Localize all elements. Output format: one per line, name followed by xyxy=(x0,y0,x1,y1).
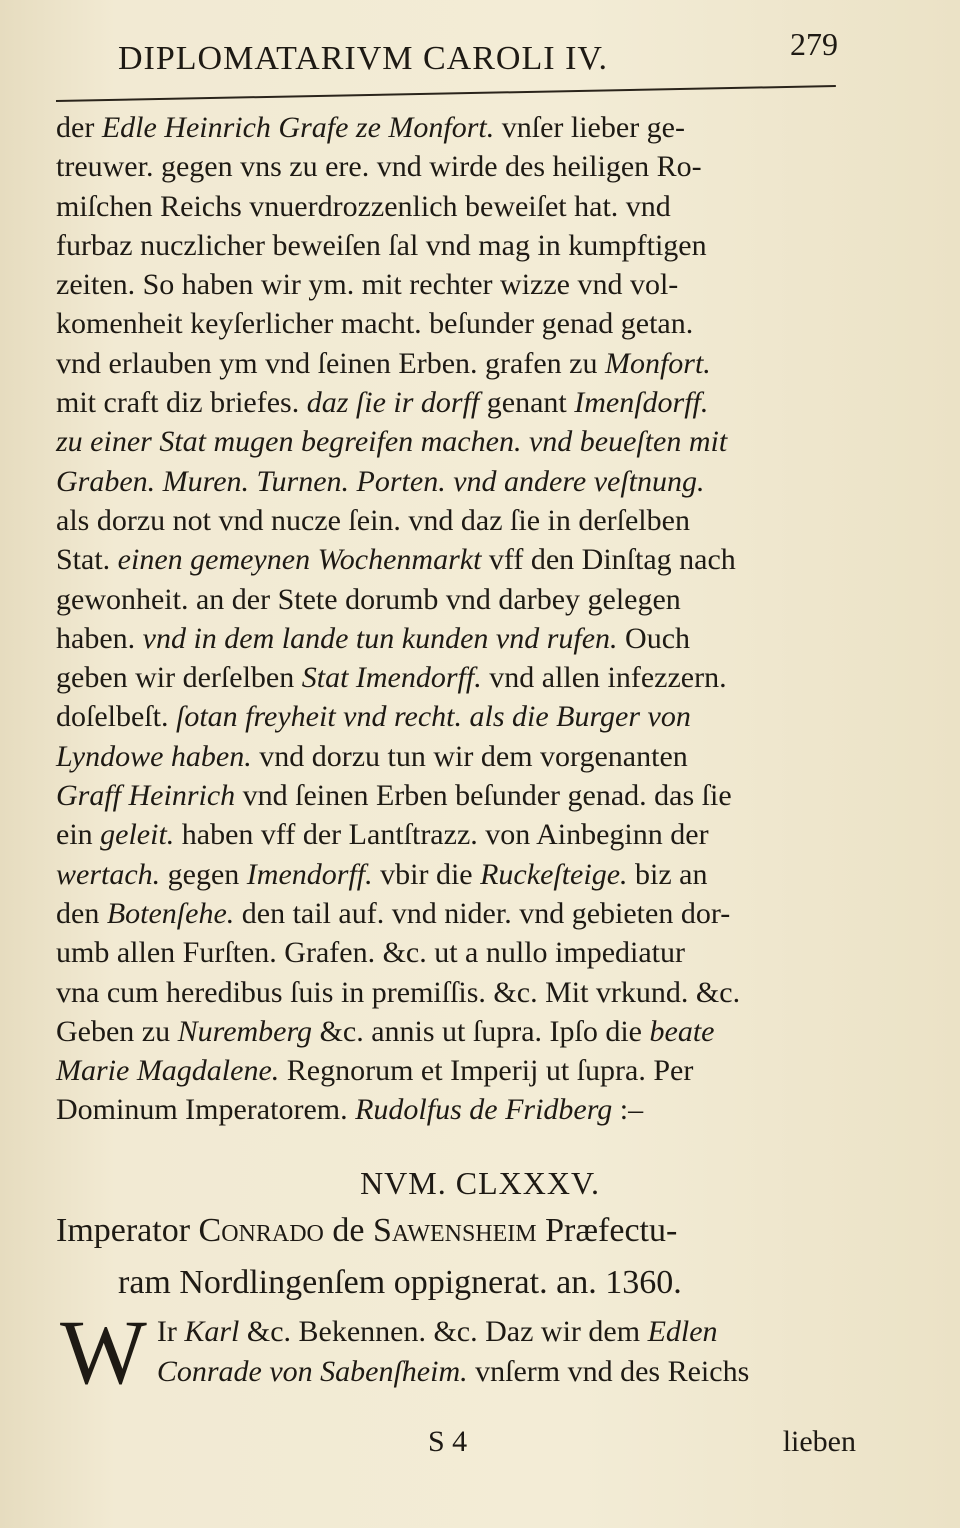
text-run: miſchen Reichs vnuerdrozzenlich beweiſet hat. vnd xyxy=(56,189,671,223)
catchword: lieben xyxy=(782,1425,856,1458)
text-run: Geben zu xyxy=(56,1014,178,1048)
text-run: geben wir derſelben xyxy=(56,661,302,695)
text-run: :– xyxy=(612,1093,644,1127)
opening-part: vnſerm vnd des Reichs xyxy=(467,1355,750,1388)
page-header xyxy=(118,18,848,88)
text-run: furbaz nuczlicher beweiſen ſal vnd mag in kumpftigen xyxy=(56,228,707,262)
opening-line-1 xyxy=(56,1312,856,1352)
section-number: NVM. CLXXXV. xyxy=(360,1165,600,1201)
text-run: vbir die xyxy=(372,857,481,891)
opening-part-italic: Conrade von Sabenſheim. xyxy=(156,1355,468,1388)
text-line xyxy=(56,658,856,697)
italic-run: Imendorff. xyxy=(246,857,373,891)
text-line xyxy=(56,580,856,619)
italic-run: Stat Imendorff. xyxy=(301,661,482,695)
text-line xyxy=(56,815,856,854)
text-line xyxy=(56,422,856,461)
text-run: vna cum heredibus ſuis in premiſſis. &c. Mit vrkund. &c. xyxy=(56,975,741,1009)
italic-run: Edle Heinrich Grafe ze Monfort. xyxy=(101,111,495,144)
text-run: umb allen Furſten. Grafen. &c. ut a nullo impediatur xyxy=(56,936,686,970)
text-run: Ouch xyxy=(617,621,691,655)
text-line xyxy=(56,697,856,736)
opening-line-2 xyxy=(56,1352,856,1392)
italic-run: beate xyxy=(649,1014,715,1048)
page-number: 279 xyxy=(790,26,838,62)
opening-part: &c. Bekennen. &c. Daz wir dem xyxy=(239,1315,648,1348)
text-line xyxy=(56,226,856,265)
italic-run: vnd in dem lande tun kunden vnd rufen. xyxy=(142,621,618,655)
text-line xyxy=(56,383,856,422)
text-line xyxy=(56,855,856,894)
heading-part: Imperator xyxy=(56,1212,199,1249)
heading-name-sawensheim: Sawensheim xyxy=(373,1212,537,1249)
text-line xyxy=(56,894,856,933)
text-line xyxy=(56,187,856,226)
text-line xyxy=(56,1090,856,1129)
text-line xyxy=(56,147,856,186)
text-run: haben vff der Lantſtrazz. von Ainbeginn der xyxy=(174,818,709,852)
text-line xyxy=(56,462,856,501)
text-run: vnſer lieber ge- xyxy=(494,111,685,144)
italic-run: Marie Magdalene. xyxy=(56,1054,280,1088)
opening-part-italic: Karl xyxy=(184,1315,240,1348)
document-heading xyxy=(56,1205,856,1309)
heading-line-1 xyxy=(56,1205,856,1257)
text-run: &c. annis ut ſupra. Ipſo die xyxy=(312,1014,650,1048)
heading-part: de xyxy=(323,1212,373,1249)
text-line xyxy=(56,776,856,815)
text-run: biz an xyxy=(627,857,708,891)
text-run: vff den Dinſtag nach xyxy=(481,543,736,577)
italic-run: einen gemeynen Wochenmarkt xyxy=(117,543,482,577)
text-line xyxy=(56,619,856,658)
text-run: Stat. xyxy=(56,543,118,577)
heading-line-2: ram Nordlingenſem oppignerat. an. 1360. xyxy=(118,1264,682,1301)
text-run: vnd ſeinen Erben beſunder genad. das ſie xyxy=(235,779,732,813)
text-line xyxy=(56,973,856,1012)
text-line xyxy=(56,1012,856,1051)
signature-mark: S 4 xyxy=(428,1425,468,1458)
italic-run: Imenſdorff. xyxy=(574,386,709,420)
text-run: genant xyxy=(479,386,575,420)
italic-run: daz ſie ir dorff xyxy=(306,386,480,420)
text-run: komenheit keyſerlicher macht. beſunder genad getan. xyxy=(56,307,694,341)
italic-run: Lyndowe haben. xyxy=(56,739,252,773)
opening-part-italic: Edlen xyxy=(647,1315,718,1348)
italic-run: zu einer Stat mugen begreifen machen. vnd beueſten mit xyxy=(56,425,728,459)
italic-run: Graben. Muren. Turnen. Porten. vnd andere veſtnung. xyxy=(56,464,705,498)
text-line xyxy=(56,108,856,147)
italic-run: ſotan freyheit vnd recht. als die Burger von xyxy=(175,700,691,734)
text-run: haben. xyxy=(56,621,143,655)
drop-cap: W xyxy=(60,1301,147,1403)
italic-run: Graff Heinrich xyxy=(56,779,236,813)
italic-run: Botenſehe. xyxy=(106,896,235,930)
text-run: Dominum Imperatorem. xyxy=(56,1093,356,1127)
text-line xyxy=(56,1051,856,1090)
text-run: zeiten. So haben wir ym. mit rechter wizze vnd vol- xyxy=(56,268,679,302)
opening-paragraph xyxy=(56,1301,856,1403)
text-run: als dorzu not vnd nucze ſein. vnd daz ſie in derſelben xyxy=(56,503,690,537)
text-run: Regnorum et Imperij ut ſupra. Per xyxy=(279,1054,694,1088)
text-line xyxy=(56,344,856,383)
text-run: gegen xyxy=(160,857,247,891)
text-run: doſelbeſt. xyxy=(56,700,176,734)
heading-name-conrado: Conrado xyxy=(198,1212,324,1249)
text-line xyxy=(56,265,856,304)
italic-run: Rudolfus de Fridberg xyxy=(355,1093,613,1127)
body-text xyxy=(56,108,856,1130)
text-run: der xyxy=(56,111,102,144)
text-run: mit craft diz briefes. xyxy=(56,386,307,420)
italic-run: Ruckeſteige. xyxy=(480,857,628,891)
italic-run: geleit. xyxy=(100,818,175,852)
text-line xyxy=(56,304,856,343)
italic-run: Nuremberg xyxy=(177,1014,313,1048)
text-run: ein xyxy=(56,818,101,852)
text-run: vnd erlauben ym vnd ſeinen Erben. grafen zu xyxy=(56,346,605,380)
heading-part: Præfectu- xyxy=(536,1212,678,1249)
text-run: den tail auf. vnd nider. vnd gebieten dor- xyxy=(234,896,731,930)
italic-run: wertach. xyxy=(56,857,161,891)
text-line xyxy=(56,737,856,776)
text-run: vnd allen infezzern. xyxy=(481,661,727,695)
text-run: gewonheit. an der Stete dorumb vnd darbey gelegen xyxy=(56,582,681,616)
text-line xyxy=(56,933,856,972)
text-line xyxy=(56,501,856,540)
text-run: treuwer. gegen vns zu ere. vnd wirde des heiligen Ro- xyxy=(56,150,702,184)
italic-run: Monfort. xyxy=(604,346,711,380)
text-run: den xyxy=(56,896,107,930)
text-run: vnd dorzu tun wir dem vorgenanten xyxy=(251,739,688,773)
running-title: DIPLOMATARIVM CAROLI IV. xyxy=(118,40,609,77)
text-line xyxy=(56,540,856,579)
opening-part: Ir xyxy=(156,1315,185,1348)
